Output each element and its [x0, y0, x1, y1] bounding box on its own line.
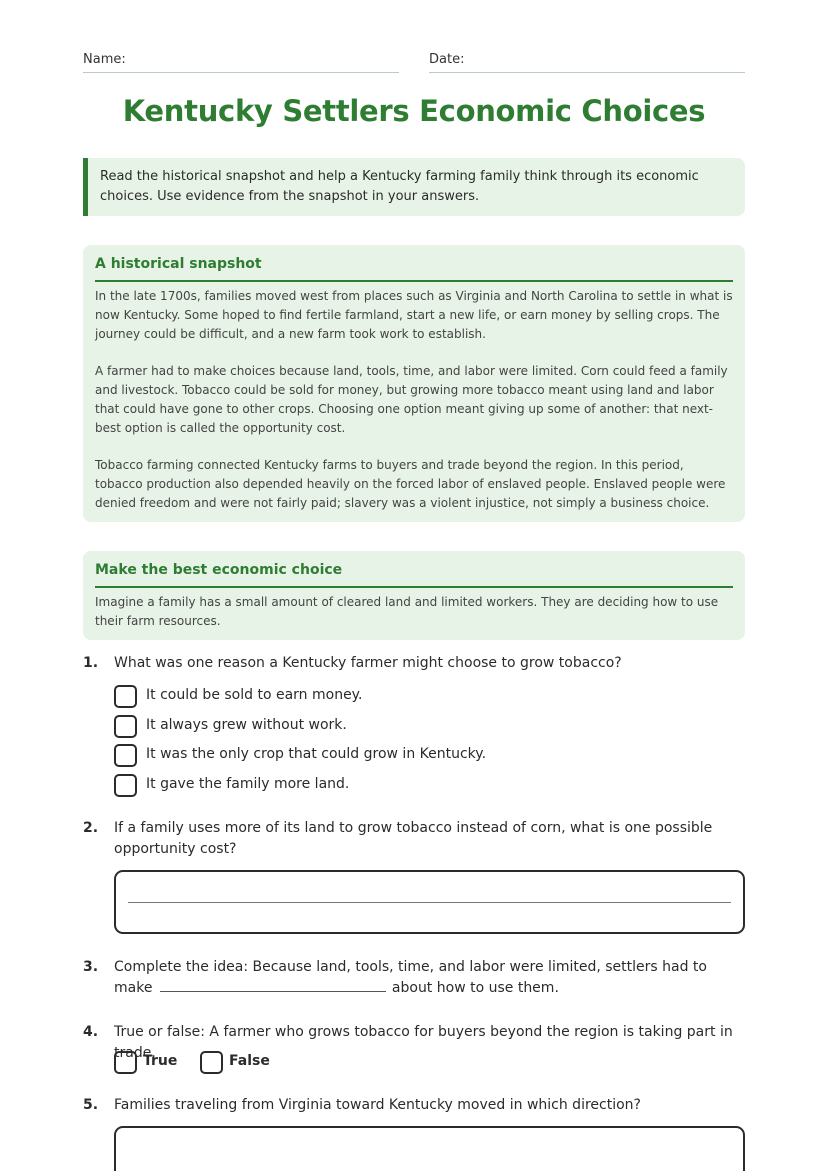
- option-label: It was the only crop that could grow in Kentucky.: [146, 746, 487, 762]
- snapshot-paragraph-3: Tobacco farming connected Kentucky farms to buyers and trade beyond the region. In this period, tobacco production also depended heavily on the forced labor of enslaved people. Enslaved people were denied freedom and were not fairly paid; slavery was a violent injustice, not simply a business choice.: [95, 458, 726, 510]
- question-text: True or false: A farmer who grows tobacco for buyers beyond the region is taking part in trade.: [114, 1024, 733, 1061]
- checkbox[interactable]: [114, 685, 137, 708]
- answer-line: [128, 902, 731, 903]
- question-text: What was one reason a Kentucky farmer might choose to grow tobacco?: [114, 655, 622, 671]
- option-label: It gave the family more land.: [146, 776, 350, 792]
- question-number: 2.: [83, 820, 99, 836]
- question-text: Families traveling from Virginia toward Kentucky moved in which direction?: [114, 1097, 641, 1113]
- name-label: Name:: [83, 52, 126, 67]
- option-label: True: [143, 1053, 178, 1069]
- question-5: [83, 1095, 745, 1116]
- snapshot-paragraph-2: A farmer had to make choices because land, tools, time, and labor were limited. Corn could feed a family and livestock. Tobacco could be sold for money, but growing more tobacco meant using land and labor that could have gone to other crops. Choosing one option meant giving up some of another: that next-best option is called the opportunity cost.: [95, 364, 728, 435]
- choice-text: Imagine a family has a small amount of cleared land and limited workers. They are deciding how to use their farm resources.: [95, 595, 719, 628]
- checkbox[interactable]: [200, 1051, 223, 1074]
- intro-callout: Read the historical snapshot and help a Kentucky farming family think through its economic choices. Use evidence from the snapshot in your answers.: [83, 158, 745, 216]
- answer-box-5[interactable]: [114, 1126, 745, 1171]
- name-date-row: [83, 52, 745, 73]
- snapshot-paragraph-1: In the late 1700s, families moved west from places such as Virginia and North Carolina to settle in what is now Kentucky. Some hoped to find fertile farmland, start a new life, or earn money by selling crops. The journey could be difficult, and a new farm took work to establish.: [95, 289, 733, 341]
- checkbox[interactable]: [114, 744, 137, 767]
- question-text: [114, 957, 745, 999]
- question-1: [83, 653, 745, 674]
- option-label: It could be sold to earn money.: [146, 687, 363, 703]
- question-4: [83, 1022, 745, 1064]
- fill-in-blank[interactable]: [160, 978, 386, 992]
- date-label: Date:: [429, 52, 465, 67]
- question-number: 1.: [83, 655, 99, 671]
- question-number: 5.: [83, 1097, 99, 1113]
- checkbox[interactable]: [114, 715, 137, 738]
- choice-heading: Make the best economic choice: [95, 551, 733, 588]
- question-number: 4.: [83, 1024, 99, 1040]
- name-field[interactable]: [83, 52, 399, 73]
- option-label: It always grew without work.: [146, 717, 347, 733]
- checkbox[interactable]: [114, 1051, 137, 1074]
- question-3: [83, 957, 745, 999]
- page-title: Kentucky Settlers Economic Choices: [122, 94, 706, 128]
- question-text-after: about how to use them.: [391, 980, 559, 996]
- question-number: 3.: [83, 959, 99, 975]
- choice-panel: [83, 551, 745, 640]
- checkbox[interactable]: [114, 774, 137, 797]
- answer-box-2[interactable]: [114, 870, 745, 934]
- question-2: [83, 818, 745, 860]
- date-field[interactable]: [429, 52, 745, 73]
- question-text-before: Complete the idea: Because land, tools, time, and labor were limited, settlers had to make: [114, 959, 707, 996]
- option-label: False: [229, 1053, 270, 1069]
- snapshot-heading: A historical snapshot: [95, 245, 733, 282]
- snapshot-panel: [83, 245, 745, 522]
- question-text: If a family uses more of its land to grow tobacco instead of corn, what is one possible opportunity cost?: [114, 820, 713, 857]
